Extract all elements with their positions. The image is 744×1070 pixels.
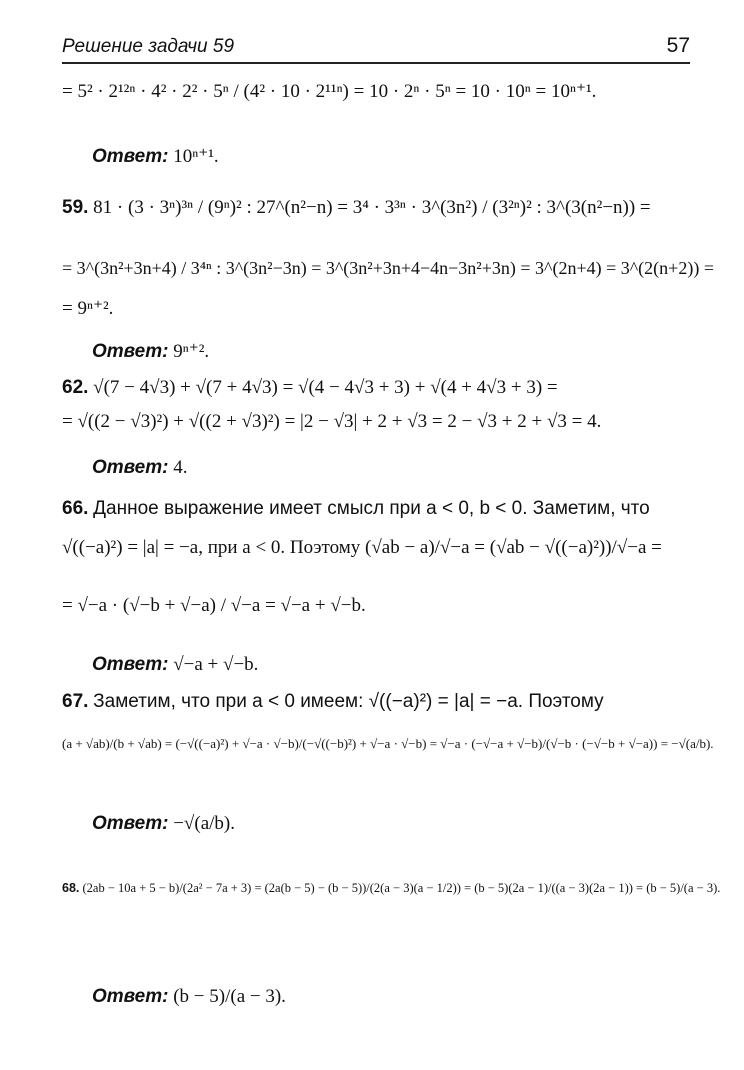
problem-number: 68.: [62, 881, 80, 895]
p67-answer: [92, 812, 235, 836]
answer-label: Ответ:: [92, 341, 169, 362]
answer-value: √−a + √−b.: [173, 654, 259, 675]
problem-number: 67.: [62, 691, 89, 712]
p62-answer: [92, 456, 187, 480]
p59-cont-answer: [92, 145, 219, 169]
p66-line3: = √−a · (√−b + √−a) / √−a = √−a + √−b.: [62, 595, 366, 616]
p67-line1: [62, 690, 702, 714]
p59-line2: = 3^(3n²+3n+4) / 3⁴ⁿ : 3^(3n²−3n) = 3^(3n²+3n+4−4n−3n²+3n) = 3^(2n+4) = 3^(2(n+2)) =: [62, 258, 714, 278]
problem-number: 59.: [62, 197, 89, 218]
header-rule: [62, 62, 690, 64]
answer-label: Ответ:: [92, 457, 169, 478]
answer-label: Ответ:: [92, 986, 169, 1007]
answer-value: 4.: [173, 457, 188, 478]
p59-cont-line: = 5² · 2¹²ⁿ · 4² · 2² · 5ⁿ / (4² · 10 · 2¹¹ⁿ) = 10 · 2ⁿ · 5ⁿ = 10 · 10ⁿ = 10ⁿ⁺¹.: [62, 81, 597, 102]
p66-line1-text: Данное выражение имеет смысл при a < 0, b < 0. Заметим, что: [93, 498, 650, 519]
p59-line1: [62, 196, 702, 220]
answer-value: (b − 5)/(a − 3).: [173, 986, 286, 1007]
answer-label: Ответ:: [92, 813, 169, 834]
p59-answer: [92, 340, 209, 364]
answer-label: Ответ:: [92, 146, 169, 167]
problem-number: 66.: [62, 498, 89, 519]
p68-line1-text: (2ab − 10a + 5 − b)/(2a² − 7a + 3) = (2a(b − 5) − (b − 5))/(2(a − 3)(a − 1/2)) = (b − 5)(2a − 1)/((a − 3)(2a − 1)) = (b − 5)/(a − 3).: [82, 881, 721, 895]
p68-answer: [92, 985, 286, 1009]
answer-value: 9ⁿ⁺².: [173, 341, 210, 362]
p66-answer: [92, 653, 258, 677]
p59-line3: = 9ⁿ⁺².: [62, 298, 114, 319]
answer-value: 10ⁿ⁺¹.: [173, 146, 219, 167]
p59-line1-text: 81 · (3 · 3ⁿ)³ⁿ / (9ⁿ)² : 27^(n²−n) = 3⁴ · 3³ⁿ · 3^(3n²) / (3²ⁿ)² : 3^(3(n²−n)) =: [93, 197, 651, 218]
p66-line2: √((−a)²) = |a| = −a, при a < 0. Поэтому (√ab − a)/√−a = (√ab − √((−a)²))/√−a =: [62, 537, 662, 558]
running-head-title: Решение задачи 59: [62, 36, 235, 57]
answer-value: −√(a/b).: [173, 813, 235, 834]
p62-line2: = √((2 − √3)²) + √((2 + √3)²) = |2 − √3| + 2 + √3 = 2 − √3 + 2 + √3 = 4.: [62, 411, 602, 432]
answer-label: Ответ:: [92, 654, 169, 675]
p67-line1-text: Заметим, что при a < 0 имеем: √((−a)²) = |a| = −a. Поэтому: [93, 691, 604, 712]
p62-line1: [62, 376, 702, 400]
p67-line2: (a + √ab)/(b + √ab) = (−√((−a)²) + √−a · √−b)/(−√((−b)²) + √−a · √−b) = √−a · (−√−a + √−b)/(√−b · (−√−b + √−a)) = −√(a/b).: [62, 736, 714, 751]
problem-number: 62.: [62, 377, 89, 398]
p66-line1: [62, 497, 702, 521]
page-number: 57: [666, 34, 690, 57]
p68-line1: [62, 876, 721, 900]
p62-line1-text: √(7 − 4√3) + √(7 + 4√3) = √(4 − 4√3 + 3) + √(4 + 4√3 + 3) =: [93, 377, 558, 398]
running-head: [62, 34, 690, 60]
